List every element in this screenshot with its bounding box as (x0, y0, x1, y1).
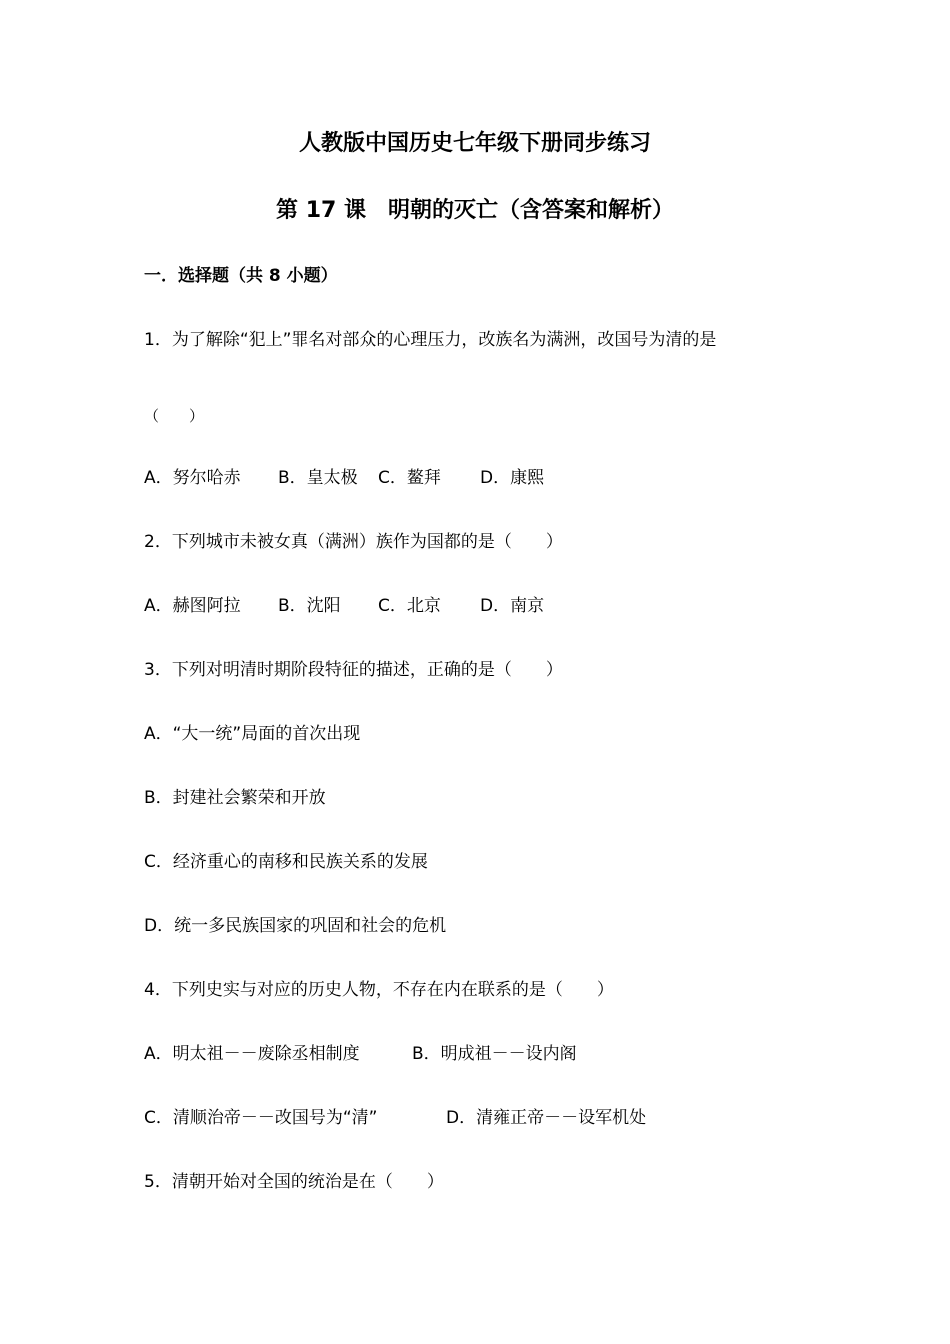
question-2-option-b: B．沈阳 (278, 596, 341, 616)
question-1-option-c: C．鳌拜 (378, 468, 441, 488)
question-2-option-a: A．赫图阿拉 (144, 596, 241, 616)
question-4-option-b: B．明成祖－－设内阁 (412, 1044, 577, 1064)
document-title: 人教版中国历史七年级下册同步练习 (298, 131, 651, 156)
question-1-option-a: A．努尔哈赤 (144, 468, 241, 488)
question-3-option-c: C．经济重心的南移和民族关系的发展 (144, 852, 428, 872)
question-2-option-c: C．北京 (378, 596, 441, 616)
question-2-stem: 2．下列城市未被女真（满洲）族作为国都的是（ ） (144, 532, 563, 552)
section-heading: 一．选择题（共 8 小题） (144, 266, 338, 286)
question-3-option-d: D．统一多民族国家的巩固和社会的危机 (144, 916, 447, 936)
question-1-option-d: D．康熙 (480, 468, 545, 488)
question-3-option-a: A．“大一统”局面的首次出现 (144, 724, 361, 744)
question-3-stem: 3．下列对明清时期阶段特征的描述，正确的是（ ） (144, 660, 563, 680)
question-5-stem: 5．清朝开始对全国的统治是在（ ） (144, 1172, 444, 1192)
question-4-option-d: D．清雍正帝－－设军机处 (446, 1108, 647, 1128)
question-2-option-d: D．南京 (480, 596, 545, 616)
question-3-option-b: B．封建社会繁荣和开放 (144, 788, 326, 808)
question-4-option-c: C．清顺治帝－－改国号为“清” (144, 1108, 378, 1128)
document-subtitle: 第 17 课 明朝的灭亡（含答案和解析） (276, 198, 674, 223)
question-4-option-a: A．明太祖－－废除丞相制度 (144, 1044, 360, 1064)
question-1-answer-bracket: （ ） (144, 407, 205, 425)
question-1-option-b: B．皇太极 (278, 468, 358, 488)
question-1-stem: 1．为了解除“犯上”罪名对部众的心理压力，改族名为满洲，改国号为清的是 (144, 330, 717, 350)
question-4-stem: 4．下列史实与对应的历史人物，不存在内在联系的是（ ） (144, 980, 614, 1000)
